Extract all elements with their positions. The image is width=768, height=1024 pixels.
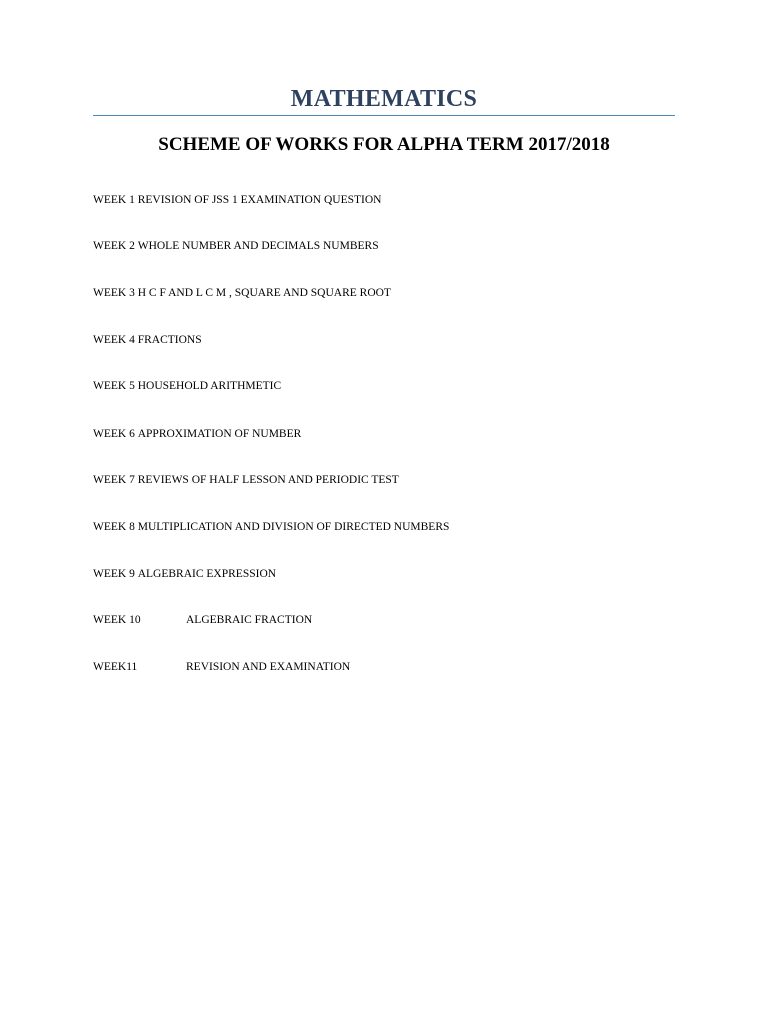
title-underline-rule [93, 115, 675, 116]
week-row [93, 519, 449, 535]
week-label: WEEK 7 [93, 474, 135, 486]
week-row [93, 285, 391, 301]
week-row [93, 332, 202, 348]
week-row [93, 566, 276, 582]
document-title: MATHEMATICS [290, 86, 478, 112]
week-row [93, 426, 301, 442]
week-topic: REVISION OF JSS 1 EXAMINATION QUESTION [137, 194, 382, 206]
week-row [93, 472, 399, 488]
week-label: WEEK 6 [93, 428, 135, 440]
week-row [93, 659, 350, 675]
week-label: WEEK 3 [93, 287, 135, 299]
week-label: WEEK 9 [93, 568, 135, 580]
week-row [93, 612, 312, 628]
week-topic: FRACTIONS [137, 334, 202, 346]
week-label: WEEK 10 [93, 614, 141, 626]
week-label: WEEK 8 [93, 521, 135, 533]
week-topic: MULTIPLICATION AND DIVISION OF DIRECTED NUMBERS [137, 521, 450, 533]
week-topic: HOUSEHOLD ARITHMETIC [137, 380, 282, 392]
week-label: WEEK 5 [93, 380, 135, 392]
week-topic: H C F AND L C M , SQUARE AND SQUARE ROOT [137, 287, 391, 299]
week-label: WEEK 1 [93, 194, 135, 206]
week-label: WEEK 4 [93, 334, 135, 346]
week-topic: REVISION AND EXAMINATION [186, 661, 351, 673]
week-topic: WHOLE NUMBER AND DECIMALS NUMBERS [137, 240, 379, 252]
week-label: WEEK 2 [93, 240, 135, 252]
week-topic: APPROXIMATION OF NUMBER [137, 428, 302, 440]
week-topic: REVIEWS OF HALF LESSON AND PERIODIC TEST [137, 474, 399, 486]
week-topic: ALGEBRAIC FRACTION [186, 614, 313, 626]
week-row [93, 192, 381, 208]
week-row [93, 238, 379, 254]
week-label: WEEK11 [93, 661, 138, 673]
week-topic: ALGEBRAIC EXPRESSION [137, 568, 277, 580]
week-row [93, 378, 281, 394]
document-subtitle: SCHEME OF WORKS FOR ALPHA TERM 2017/2018 [158, 134, 610, 155]
